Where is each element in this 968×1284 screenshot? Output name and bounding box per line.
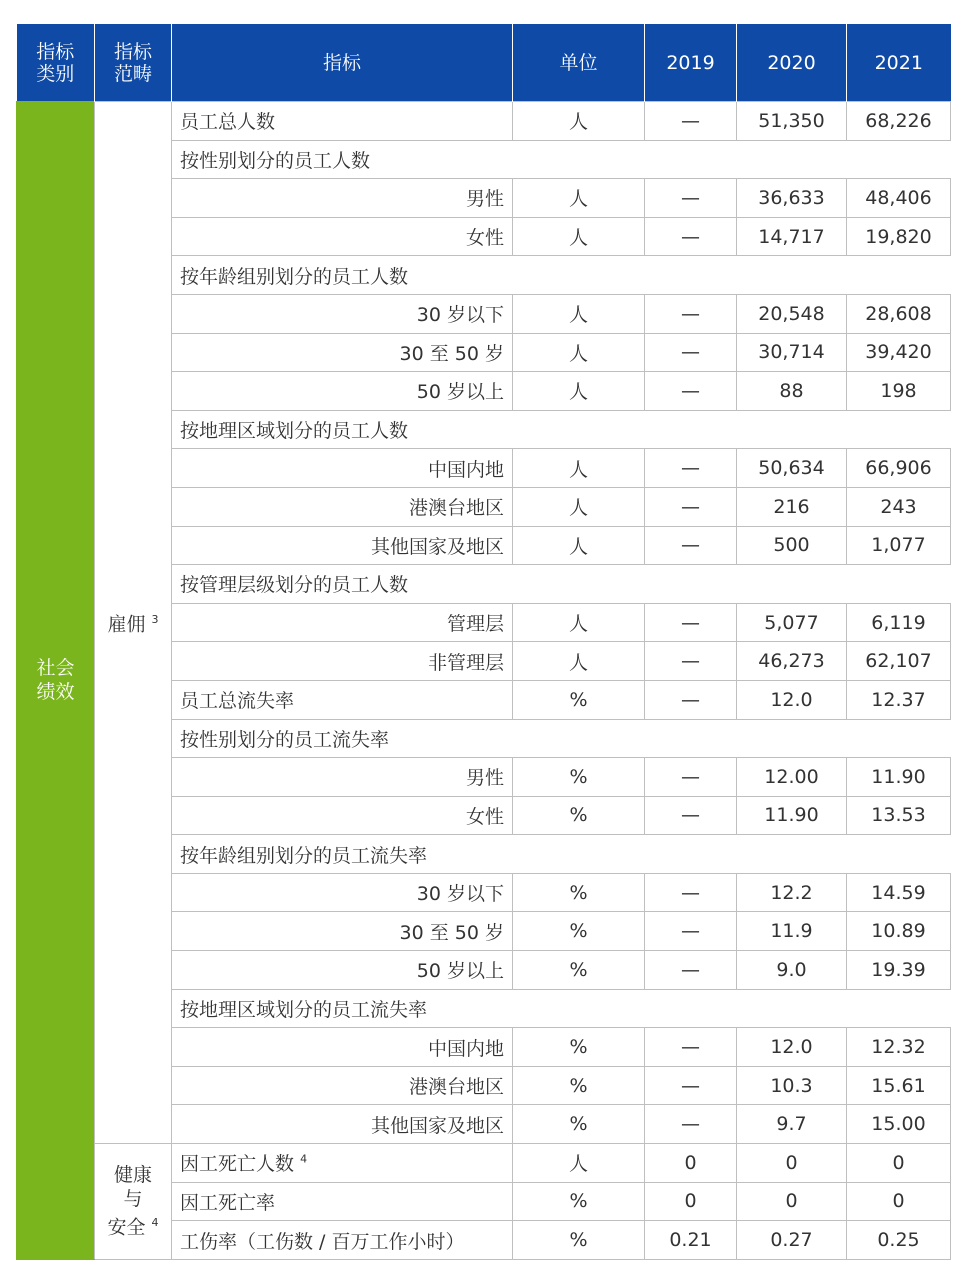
value-2020: 0 bbox=[737, 1182, 847, 1221]
unit-cell: % bbox=[513, 1221, 645, 1260]
value-2019: — bbox=[645, 680, 737, 719]
value-2019: — bbox=[645, 1028, 737, 1067]
value-2019: — bbox=[645, 179, 737, 218]
value-2021: 0.25 bbox=[847, 1221, 951, 1260]
unit-cell: % bbox=[513, 680, 645, 719]
value-2019: — bbox=[645, 873, 737, 912]
value-2020: 50,634 bbox=[737, 449, 847, 488]
data-table-container bbox=[16, 24, 950, 1260]
unit-cell: % bbox=[513, 1066, 645, 1105]
value-2020: 11.9 bbox=[737, 912, 847, 951]
unit-cell: 人 bbox=[513, 526, 645, 565]
unit-cell: % bbox=[513, 951, 645, 990]
unit-cell: % bbox=[513, 1182, 645, 1221]
value-2019: — bbox=[645, 217, 737, 256]
indicator-label: 30 岁以下 bbox=[172, 294, 513, 333]
indicator-label: 50 岁以上 bbox=[172, 951, 513, 990]
indicator-group-label: 按地理区域划分的员工流失率 bbox=[172, 989, 951, 1028]
indicator-label: 女性 bbox=[172, 217, 513, 256]
value-2019: — bbox=[645, 642, 737, 681]
indicator-group-label: 按管理层级划分的员工人数 bbox=[172, 565, 951, 604]
indicator-label: 30 至 50 岁 bbox=[172, 912, 513, 951]
unit-cell: 人 bbox=[513, 333, 645, 372]
indicator-label: 管理层 bbox=[172, 603, 513, 642]
value-2019: — bbox=[645, 294, 737, 333]
indicator-group-label: 按性别划分的员工流失率 bbox=[172, 719, 951, 758]
value-2021: 28,608 bbox=[847, 294, 951, 333]
unit-cell: 人 bbox=[513, 217, 645, 256]
value-2021: 15.61 bbox=[847, 1066, 951, 1105]
indicator-label: 女性 bbox=[172, 796, 513, 835]
indicator-label: 中国内地 bbox=[172, 1028, 513, 1067]
value-2021: 1,077 bbox=[847, 526, 951, 565]
value-2019: — bbox=[645, 758, 737, 797]
value-2020: 20,548 bbox=[737, 294, 847, 333]
table-body bbox=[17, 102, 951, 1260]
unit-cell: 人 bbox=[513, 294, 645, 333]
unit-cell: 人 bbox=[513, 603, 645, 642]
value-2020: 12.00 bbox=[737, 758, 847, 797]
unit-cell: % bbox=[513, 873, 645, 912]
unit-cell: % bbox=[513, 1028, 645, 1067]
indicator-group-label: 按性别划分的员工人数 bbox=[172, 140, 951, 179]
value-2020: 46,273 bbox=[737, 642, 847, 681]
value-2020: 0.27 bbox=[737, 1221, 847, 1260]
esg-indicator-table bbox=[16, 24, 951, 1260]
unit-cell: 人 bbox=[513, 179, 645, 218]
scope-cell-health-safety: 健康 与 安全 $^4$ bbox=[95, 1144, 172, 1260]
unit-cell: 人 bbox=[513, 372, 645, 411]
value-2020: 500 bbox=[737, 526, 847, 565]
table-row bbox=[17, 102, 951, 141]
value-2019: 0 bbox=[645, 1144, 737, 1183]
value-2019: — bbox=[645, 796, 737, 835]
value-2019: 0 bbox=[645, 1182, 737, 1221]
value-2020: 12.0 bbox=[737, 1028, 847, 1067]
value-2019: — bbox=[645, 603, 737, 642]
value-2019: 0.21 bbox=[645, 1221, 737, 1260]
value-2021: 243 bbox=[847, 487, 951, 526]
value-2019: — bbox=[645, 526, 737, 565]
value-2021: 14.59 bbox=[847, 873, 951, 912]
value-2021: 13.53 bbox=[847, 796, 951, 835]
value-2019: — bbox=[645, 1105, 737, 1144]
value-2021: 198 bbox=[847, 372, 951, 411]
value-2021: 15.00 bbox=[847, 1105, 951, 1144]
value-2020: 88 bbox=[737, 372, 847, 411]
indicator-label: 其他国家及地区 bbox=[172, 526, 513, 565]
value-2019: — bbox=[645, 102, 737, 141]
value-2020: 10.3 bbox=[737, 1066, 847, 1105]
value-2021: 10.89 bbox=[847, 912, 951, 951]
indicator-label: 男性 bbox=[172, 179, 513, 218]
value-2019: — bbox=[645, 487, 737, 526]
header-year-2019: 2019 bbox=[645, 24, 737, 102]
value-2020: 216 bbox=[737, 487, 847, 526]
unit-cell: % bbox=[513, 1105, 645, 1144]
value-2019: — bbox=[645, 951, 737, 990]
value-2021: 0 bbox=[847, 1144, 951, 1183]
value-2019: — bbox=[645, 372, 737, 411]
table-row bbox=[17, 1144, 951, 1183]
value-2021: 11.90 bbox=[847, 758, 951, 797]
value-2019: — bbox=[645, 333, 737, 372]
value-2021: 6,119 bbox=[847, 603, 951, 642]
value-2020: 30,714 bbox=[737, 333, 847, 372]
table-header-row bbox=[17, 24, 951, 102]
unit-cell: % bbox=[513, 758, 645, 797]
value-2021: 66,906 bbox=[847, 449, 951, 488]
value-2020: 12.0 bbox=[737, 680, 847, 719]
indicator-label: 其他国家及地区 bbox=[172, 1105, 513, 1144]
value-2019: — bbox=[645, 912, 737, 951]
value-2021: 68,226 bbox=[847, 102, 951, 141]
value-2021: 19.39 bbox=[847, 951, 951, 990]
indicator-label: 中国内地 bbox=[172, 449, 513, 488]
value-2020: 11.90 bbox=[737, 796, 847, 835]
value-2021: 19,820 bbox=[847, 217, 951, 256]
value-2021: 12.32 bbox=[847, 1028, 951, 1067]
indicator-label: 港澳台地区 bbox=[172, 1066, 513, 1105]
value-2020: 9.7 bbox=[737, 1105, 847, 1144]
category-cell-social-performance: 社会 绩效 bbox=[17, 102, 95, 1260]
value-2021: 48,406 bbox=[847, 179, 951, 218]
indicator-label: 港澳台地区 bbox=[172, 487, 513, 526]
indicator-label: 员工总人数 bbox=[172, 102, 513, 141]
header-year-2020: 2020 bbox=[737, 24, 847, 102]
indicator-label: 非管理层 bbox=[172, 642, 513, 681]
unit-cell: 人 bbox=[513, 642, 645, 681]
value-2020: 5,077 bbox=[737, 603, 847, 642]
unit-cell: % bbox=[513, 912, 645, 951]
unit-cell: 人 bbox=[513, 102, 645, 141]
value-2020: 51,350 bbox=[737, 102, 847, 141]
header-scope: 指标 范畴 bbox=[95, 24, 172, 102]
indicator-group-label: 按年龄组别划分的员工人数 bbox=[172, 256, 951, 295]
value-2021: 12.37 bbox=[847, 680, 951, 719]
indicator-label: 男性 bbox=[172, 758, 513, 797]
value-2020: 14,717 bbox=[737, 217, 847, 256]
indicator-label: 50 岁以上 bbox=[172, 372, 513, 411]
value-2019: — bbox=[645, 1066, 737, 1105]
header-unit: 单位 bbox=[513, 24, 645, 102]
value-2021: 39,420 bbox=[847, 333, 951, 372]
header-indicator: 指标 bbox=[172, 24, 513, 102]
unit-cell: 人 bbox=[513, 449, 645, 488]
value-2021: 62,107 bbox=[847, 642, 951, 681]
value-2020: 36,633 bbox=[737, 179, 847, 218]
value-2020: 9.0 bbox=[737, 951, 847, 990]
header-year-2021: 2021 bbox=[847, 24, 951, 102]
indicator-label: 员工总流失率 bbox=[172, 680, 513, 719]
value-2021: 0 bbox=[847, 1182, 951, 1221]
indicator-group-label: 按地理区域划分的员工人数 bbox=[172, 410, 951, 449]
unit-cell: 人 bbox=[513, 1144, 645, 1183]
indicator-label: 工伤率（工伤数 / 百万工作小时） bbox=[172, 1221, 513, 1260]
unit-cell: % bbox=[513, 796, 645, 835]
indicator-label: 因工死亡人数 $^4$ bbox=[172, 1144, 513, 1183]
scope-cell-employment: 雇佣 $^3$ bbox=[95, 102, 172, 1144]
value-2019: — bbox=[645, 449, 737, 488]
indicator-label: 30 至 50 岁 bbox=[172, 333, 513, 372]
indicator-label: 因工死亡率 bbox=[172, 1182, 513, 1221]
indicator-group-label: 按年龄组别划分的员工流失率 bbox=[172, 835, 951, 874]
header-category: 指标 类别 bbox=[17, 24, 95, 102]
value-2020: 0 bbox=[737, 1144, 847, 1183]
value-2020: 12.2 bbox=[737, 873, 847, 912]
indicator-label: 30 岁以下 bbox=[172, 873, 513, 912]
unit-cell: 人 bbox=[513, 487, 645, 526]
